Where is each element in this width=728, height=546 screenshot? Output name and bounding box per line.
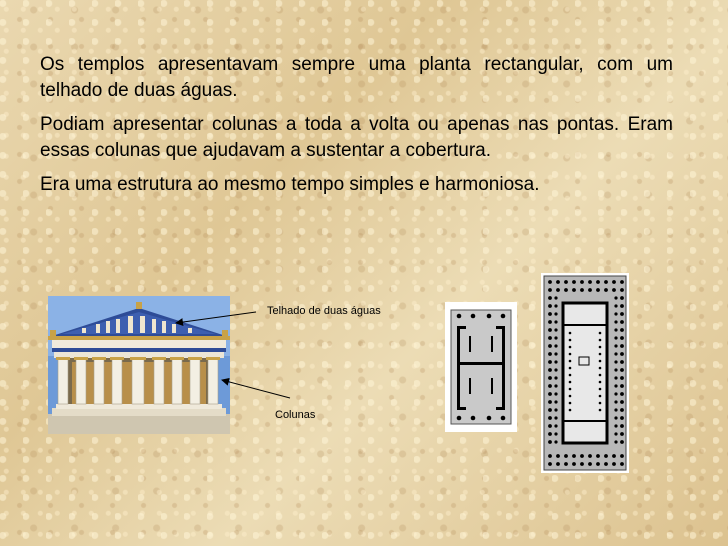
column-dot (569, 360, 572, 363)
column-dot (620, 424, 624, 428)
column-dot (614, 312, 617, 315)
column-dot (564, 280, 568, 284)
column-dot (548, 320, 552, 324)
column-dot (572, 462, 576, 466)
column-dot (612, 288, 616, 292)
column-dot (554, 352, 557, 355)
column-dot (554, 304, 557, 307)
column-dot (572, 288, 576, 292)
column-dot (548, 392, 552, 396)
column-dot (596, 462, 600, 466)
column-dot (569, 402, 572, 405)
column-dot (599, 409, 602, 412)
column-dot (580, 454, 584, 458)
column-dot (548, 462, 552, 466)
column-dot (620, 376, 624, 380)
column-dot (569, 374, 572, 377)
column-dot (599, 381, 602, 384)
column-dot (599, 346, 602, 349)
column-dot (596, 280, 600, 284)
column-dot (548, 368, 552, 372)
column-dot (599, 402, 602, 405)
column-dot (604, 288, 608, 292)
column-dot (614, 368, 617, 371)
column-dot (564, 462, 568, 466)
temple-floor-plan-small (445, 302, 517, 432)
column-dot (614, 376, 617, 379)
column-dot (612, 462, 616, 466)
column-dot (614, 344, 617, 347)
column-dot (614, 320, 617, 323)
paragraph-3: Era uma estrutura ao mesmo tempo simples e harmoniosa. (40, 174, 540, 195)
column-dot (580, 462, 584, 466)
roof-label: Telhado de duas águas (267, 305, 381, 317)
column-dot (620, 416, 624, 420)
column-dot (548, 352, 552, 356)
column-dot (614, 352, 617, 355)
column-dot (599, 332, 602, 335)
column-dot (614, 328, 617, 331)
column-dot (548, 400, 552, 404)
column-dot (569, 332, 572, 335)
column-dot (620, 440, 624, 444)
column-dot (548, 304, 552, 308)
column-dot (620, 312, 624, 316)
temple-floor-plan-large (541, 273, 629, 473)
column-dot (620, 462, 624, 466)
column-dot (588, 454, 592, 458)
column-dot (556, 280, 560, 284)
column-dot (554, 432, 557, 435)
column-dot (599, 360, 602, 363)
column-dot (620, 368, 624, 372)
column-dot (614, 296, 617, 299)
column-dot (569, 395, 572, 398)
column-dot (548, 360, 552, 364)
column-dot (548, 416, 552, 420)
column-dot (554, 424, 557, 427)
column-dot (599, 353, 602, 356)
column-dot (620, 328, 624, 332)
column-dot (554, 416, 557, 419)
column-dot (554, 296, 557, 299)
column-dot (548, 312, 552, 316)
column-dot (620, 296, 624, 300)
paragraph-2: Podiam apresentar colunas a toda a volta ou apenas nas pontas. Eram essas colunas que ajudavam a sustentar a cobertura. (40, 114, 673, 161)
column-dot (599, 374, 602, 377)
column-dot (620, 280, 624, 284)
column-dot (569, 367, 572, 370)
column-dot (548, 336, 552, 340)
column-dot (596, 288, 600, 292)
column-dot (614, 400, 617, 403)
column-dot (569, 409, 572, 412)
column-dot (620, 352, 624, 356)
column-dot (569, 346, 572, 349)
column-dot (548, 454, 552, 458)
column-dot (612, 280, 616, 284)
column-dot (554, 336, 557, 339)
paragraph-1: Os templos apresentavam sempre uma planta rectangular, com um telhado de duas águas. (40, 54, 673, 101)
column-dot (614, 304, 617, 307)
column-dot (554, 376, 557, 379)
column-dot (604, 462, 608, 466)
column-dot (554, 384, 557, 387)
column-dot (599, 339, 602, 342)
column-dot (620, 454, 624, 458)
column-dot (614, 440, 617, 443)
column-dot (620, 304, 624, 308)
column-dot (569, 353, 572, 356)
column-dot (614, 432, 617, 435)
column-dot (548, 288, 552, 292)
column-dot (599, 395, 602, 398)
column-dot (554, 312, 557, 315)
column-dot (564, 454, 568, 458)
column-dot (554, 408, 557, 411)
column-dot (548, 344, 552, 348)
roof-arrow (176, 312, 256, 323)
column-dot (620, 408, 624, 412)
column-dot (604, 280, 608, 284)
column-dot (572, 280, 576, 284)
column-dot (614, 336, 617, 339)
column-dot (588, 288, 592, 292)
column-dot (554, 400, 557, 403)
column-dot (564, 288, 568, 292)
column-dot (548, 376, 552, 380)
column-dot (548, 328, 552, 332)
column-dot (572, 454, 576, 458)
column-dot (620, 432, 624, 436)
column-dot (556, 462, 560, 466)
column-dot (556, 454, 560, 458)
column-dot (614, 416, 617, 419)
columns-arrow (222, 380, 290, 398)
column-dot (569, 339, 572, 342)
column-dot (604, 454, 608, 458)
column-dot (569, 381, 572, 384)
column-dot (569, 388, 572, 391)
column-dot (554, 344, 557, 347)
column-dot (548, 432, 552, 436)
column-dot (580, 280, 584, 284)
column-dot (554, 440, 557, 443)
column-dot (614, 392, 617, 395)
columns-label: Colunas (275, 409, 316, 421)
column-dot (596, 454, 600, 458)
column-dot (548, 424, 552, 428)
column-dot (620, 320, 624, 324)
column-dot (548, 408, 552, 412)
column-dot (548, 296, 552, 300)
column-dot (614, 424, 617, 427)
column-dot (620, 384, 624, 388)
column-dot (614, 384, 617, 387)
column-dot (588, 280, 592, 284)
column-dot (620, 360, 624, 364)
column-dot (620, 344, 624, 348)
column-dot (580, 288, 584, 292)
column-dot (554, 368, 557, 371)
column-dot (554, 360, 557, 363)
column-dot (620, 288, 624, 292)
column-dot (588, 462, 592, 466)
column-dot (620, 336, 624, 340)
column-dot (599, 367, 602, 370)
column-dot (554, 392, 557, 395)
column-dot (556, 288, 560, 292)
column-dot (554, 328, 557, 331)
column-dot (614, 408, 617, 411)
column-dot (548, 384, 552, 388)
column-dot (554, 320, 557, 323)
column-dot (612, 454, 616, 458)
column-dot (620, 392, 624, 396)
column-dot (614, 360, 617, 363)
column-dot (620, 400, 624, 404)
column-dot (599, 388, 602, 391)
column-dot (548, 440, 552, 444)
column-dot (548, 280, 552, 284)
